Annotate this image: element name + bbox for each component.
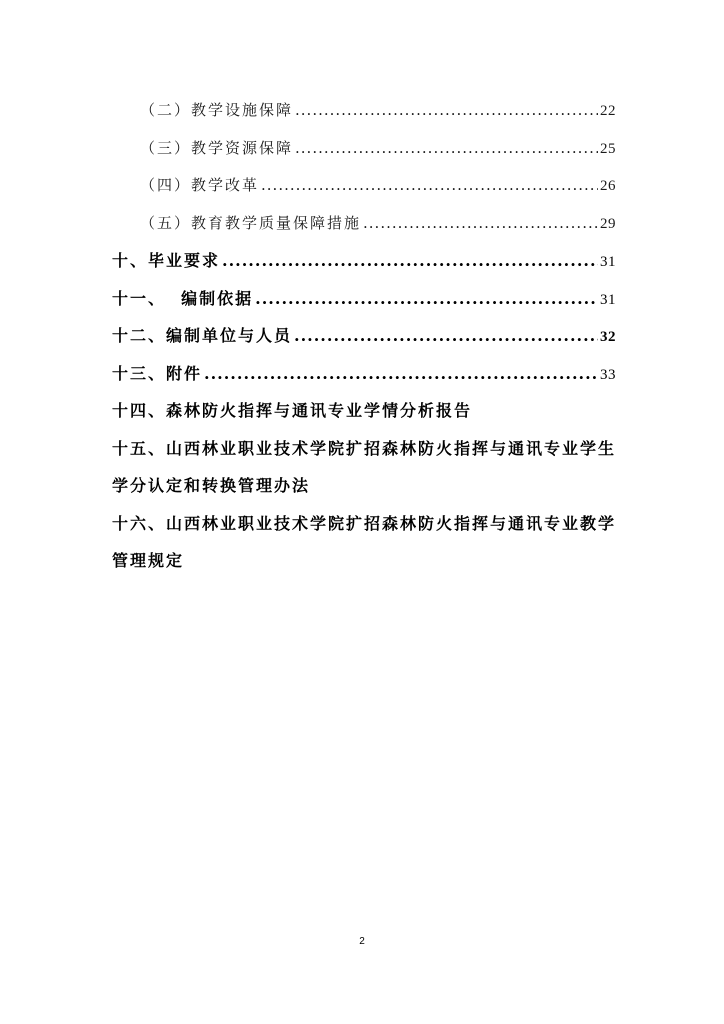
toc-entry[interactable] <box>112 317 616 355</box>
toc-item-title: 十六、山西林业职业技术学院扩招森林防火指挥与通讯专业教学管理规定 <box>112 513 617 570</box>
toc-entry-page: 31 <box>600 291 616 308</box>
dot-leader <box>204 355 598 393</box>
toc-entry-page: 31 <box>600 254 616 270</box>
toc-entry-title: 十三、附件 <box>112 363 203 383</box>
dot-leader <box>261 167 598 205</box>
toc-entry-title: 十一、 编制依据 <box>112 288 254 308</box>
toc-entry-title: （二）教学设施保障 <box>140 101 294 119</box>
toc-entry-page: 25 <box>600 140 616 157</box>
toc-entry-page: 26 <box>600 178 616 194</box>
dot-leader <box>255 280 598 318</box>
toc-entry-page: 33 <box>600 366 616 383</box>
toc-entry-title: （四）教学改革 <box>140 176 260 194</box>
toc-entry-title: 十、毕业要求 <box>112 251 221 270</box>
toc-entry-title: 十二、编制单位与人员 <box>112 326 293 345</box>
dot-leader <box>363 205 598 243</box>
toc-entry-title: （三）教学资源保障 <box>140 138 294 157</box>
toc-item-title: 十四、森林防火指挥与通讯专业学情分析报告 <box>112 401 473 420</box>
toc-item[interactable] <box>112 392 616 430</box>
toc-entry[interactable] <box>112 205 616 243</box>
table-of-contents <box>112 92 616 580</box>
page-number: 2 <box>359 936 365 947</box>
toc-item-title: 十五、山西林业职业技术学院扩招森林防火指挥与通讯专业学生学分认定和转换管理办法 <box>112 438 617 495</box>
toc-entry-page: 29 <box>600 215 616 232</box>
dot-leader <box>222 242 598 280</box>
toc-entry[interactable] <box>112 167 616 205</box>
toc-item[interactable] <box>112 505 616 580</box>
dot-leader <box>295 130 598 168</box>
toc-item[interactable] <box>112 430 616 505</box>
dot-leader <box>295 92 598 130</box>
toc-entry-page: 22 <box>600 103 616 119</box>
toc-entry[interactable] <box>112 355 616 393</box>
toc-entry[interactable] <box>112 280 616 318</box>
toc-entry-page: 32 <box>600 329 616 345</box>
toc-entry[interactable] <box>112 242 616 280</box>
toc-entry[interactable] <box>112 130 616 168</box>
toc-entry-title: （五）教育教学质量保障措施 <box>140 213 362 232</box>
dot-leader <box>294 317 598 355</box>
toc-entry[interactable] <box>112 92 616 130</box>
